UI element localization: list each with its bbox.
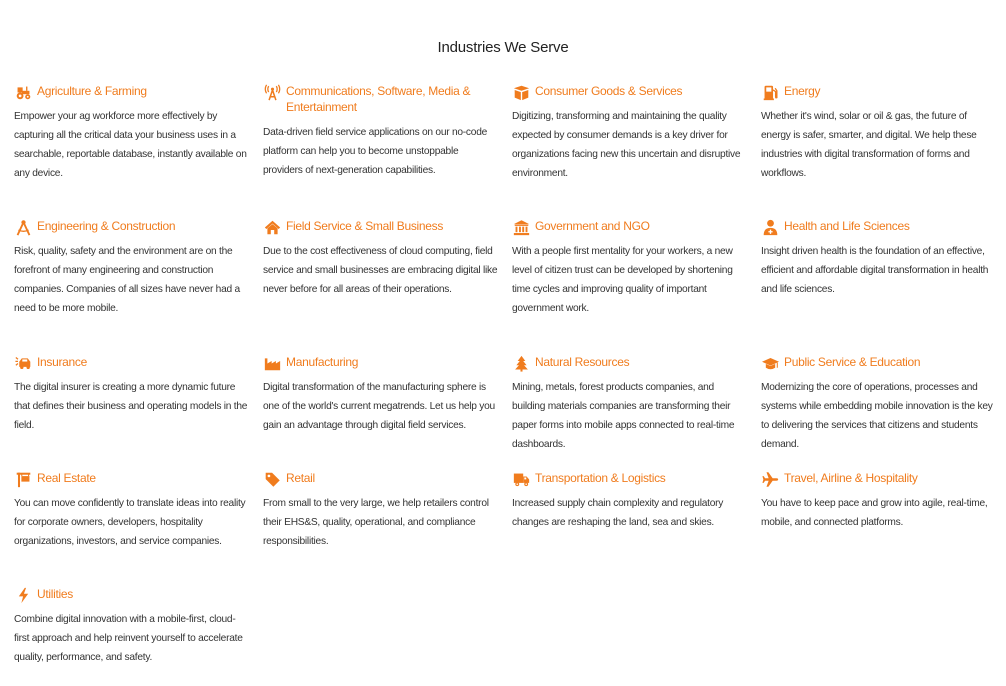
industry-description: Increased supply chain complexity and regulatory changes are reshaping the land, sea and skies.	[512, 498, 724, 528]
industry-description: You can move confidently to translate ideas into reality for corporate owners, developers, hospitality organizations, investors, and service companies.	[14, 498, 246, 547]
industry-description: Modernizing the core of operations, processes and systems while embedding mobile innovation is the key to delivering the services that citizens and students demand.	[761, 382, 993, 450]
industry-card-real-estate	[14, 470, 250, 551]
industry-title[interactable]: Travel, Airline & Hospitality	[784, 471, 918, 485]
industry-card-agriculture	[14, 83, 250, 183]
industry-title[interactable]: Real Estate	[37, 471, 96, 485]
industry-title[interactable]: Field Service & Small Business	[286, 219, 444, 233]
industry-description: Due to the cost effectiveness of cloud computing, field service and small businesses are embracing digital like never before for all areas of their operations.	[263, 246, 498, 295]
industry-description: Whether it's wind, solar or oil & gas, the future of energy is safer, smarter, and digital. We help these industries with digital transformation of forms and workflows.	[761, 111, 977, 179]
industry-card-government	[512, 218, 748, 318]
bolt-icon	[14, 586, 32, 604]
industry-card-field-service	[263, 218, 499, 299]
industry-title[interactable]: Agriculture & Farming	[37, 84, 147, 98]
industry-description: Risk, quality, safety and the environment are on the forefront of many engineering and construction companies. Companies of all sizes have never had a need to be more mobile.	[14, 246, 240, 314]
graduation-cap-icon	[761, 354, 779, 372]
tractor-icon	[14, 83, 32, 101]
plane-icon	[761, 470, 779, 488]
industry-card-communications	[263, 83, 499, 180]
industry-description: Combine digital innovation with a mobile-first, cloud-first approach and help reinvent yourself to accelerate quality, performance, and safety.	[14, 614, 243, 663]
factory-icon	[263, 354, 281, 372]
compass-icon	[14, 218, 32, 236]
industry-description: Mining, metals, forest products companies, and building materials companies are transforming their paper forms into mobile apps connected to real-time dashboards.	[512, 382, 735, 450]
industry-title[interactable]: Insurance	[37, 355, 87, 369]
tag-icon	[263, 470, 281, 488]
industry-description: Insight driven health is the foundation of an effective, efficient and affordable digital transformation in health and life sciences.	[761, 246, 989, 295]
sign-icon	[14, 470, 32, 488]
industry-title[interactable]: Manufacturing	[286, 355, 359, 369]
industry-title[interactable]: Natural Resources	[535, 355, 630, 369]
industry-card-consumer-goods	[512, 83, 748, 183]
industry-description: Digitizing, transforming and maintaining the quality expected by consumer demands is a key driver for organizations facing new this uncertain and disruptive environment.	[512, 111, 741, 179]
section-title: Industries We Serve	[437, 39, 569, 56]
industry-description: Data-driven field service applications on our no-code platform can help you to become unstoppable providers of next-generation capabilities.	[263, 127, 488, 176]
home-icon	[263, 218, 281, 236]
industry-description: Digital transformation of the manufacturing sphere is one of the world's current megatrends. Let us help you gain an advantage through digital field services.	[263, 382, 495, 431]
tree-icon	[512, 354, 530, 372]
car-crash-icon	[14, 354, 32, 372]
industry-card-utilities	[14, 586, 250, 667]
box-icon	[512, 83, 530, 101]
truck-icon	[512, 470, 530, 488]
industry-description: You have to keep pace and grow into agile, real-time, mobile, and connected platforms.	[761, 498, 988, 528]
industry-card-public-service	[761, 354, 997, 454]
industry-card-natural-resources	[512, 354, 748, 454]
user-md-icon	[761, 218, 779, 236]
industry-title[interactable]: Transportation & Logistics	[535, 471, 666, 485]
industry-description: From small to the very large, we help retailers control their EHS&S, quality, operational, and compliance responsibilities.	[263, 498, 489, 547]
industry-title[interactable]: Consumer Goods & Services	[535, 84, 683, 98]
industry-title[interactable]: Energy	[784, 84, 821, 98]
industry-card-travel	[761, 470, 997, 532]
industry-title[interactable]: Utilities	[37, 587, 73, 601]
fuel-pump-icon	[761, 83, 779, 101]
government-building-icon	[512, 218, 530, 236]
industry-title[interactable]: Government and NGO	[535, 219, 650, 233]
industry-card-retail	[263, 470, 499, 551]
industry-card-manufacturing	[263, 354, 499, 435]
industry-card-transportation	[512, 470, 748, 532]
industry-card-health	[761, 218, 997, 299]
antenna-icon	[263, 83, 281, 101]
industry-title[interactable]: Health and Life Sciences	[784, 219, 910, 233]
industry-card-energy	[761, 83, 997, 183]
industry-title[interactable]: Retail	[286, 471, 315, 485]
industry-title[interactable]: Communications, Software, Media & Entertainment	[286, 84, 471, 114]
industry-description: Empower your ag workforce more effectively by capturing all the critical data your business uses in a searchable, reportable database, instantly available on any device.	[14, 111, 247, 179]
industry-title[interactable]: Engineering & Construction	[37, 219, 176, 233]
industry-description: With a people first mentality for your workers, a new level of citizen trust can be developed by shortening time cycles and improving quality of important government work.	[512, 246, 733, 314]
industry-title[interactable]: Public Service & Education	[784, 355, 921, 369]
industry-description: The digital insurer is creating a more dynamic future that defines their business and operating models in the field.	[14, 382, 248, 431]
industry-card-insurance	[14, 354, 250, 435]
industry-card-engineering	[14, 218, 250, 318]
